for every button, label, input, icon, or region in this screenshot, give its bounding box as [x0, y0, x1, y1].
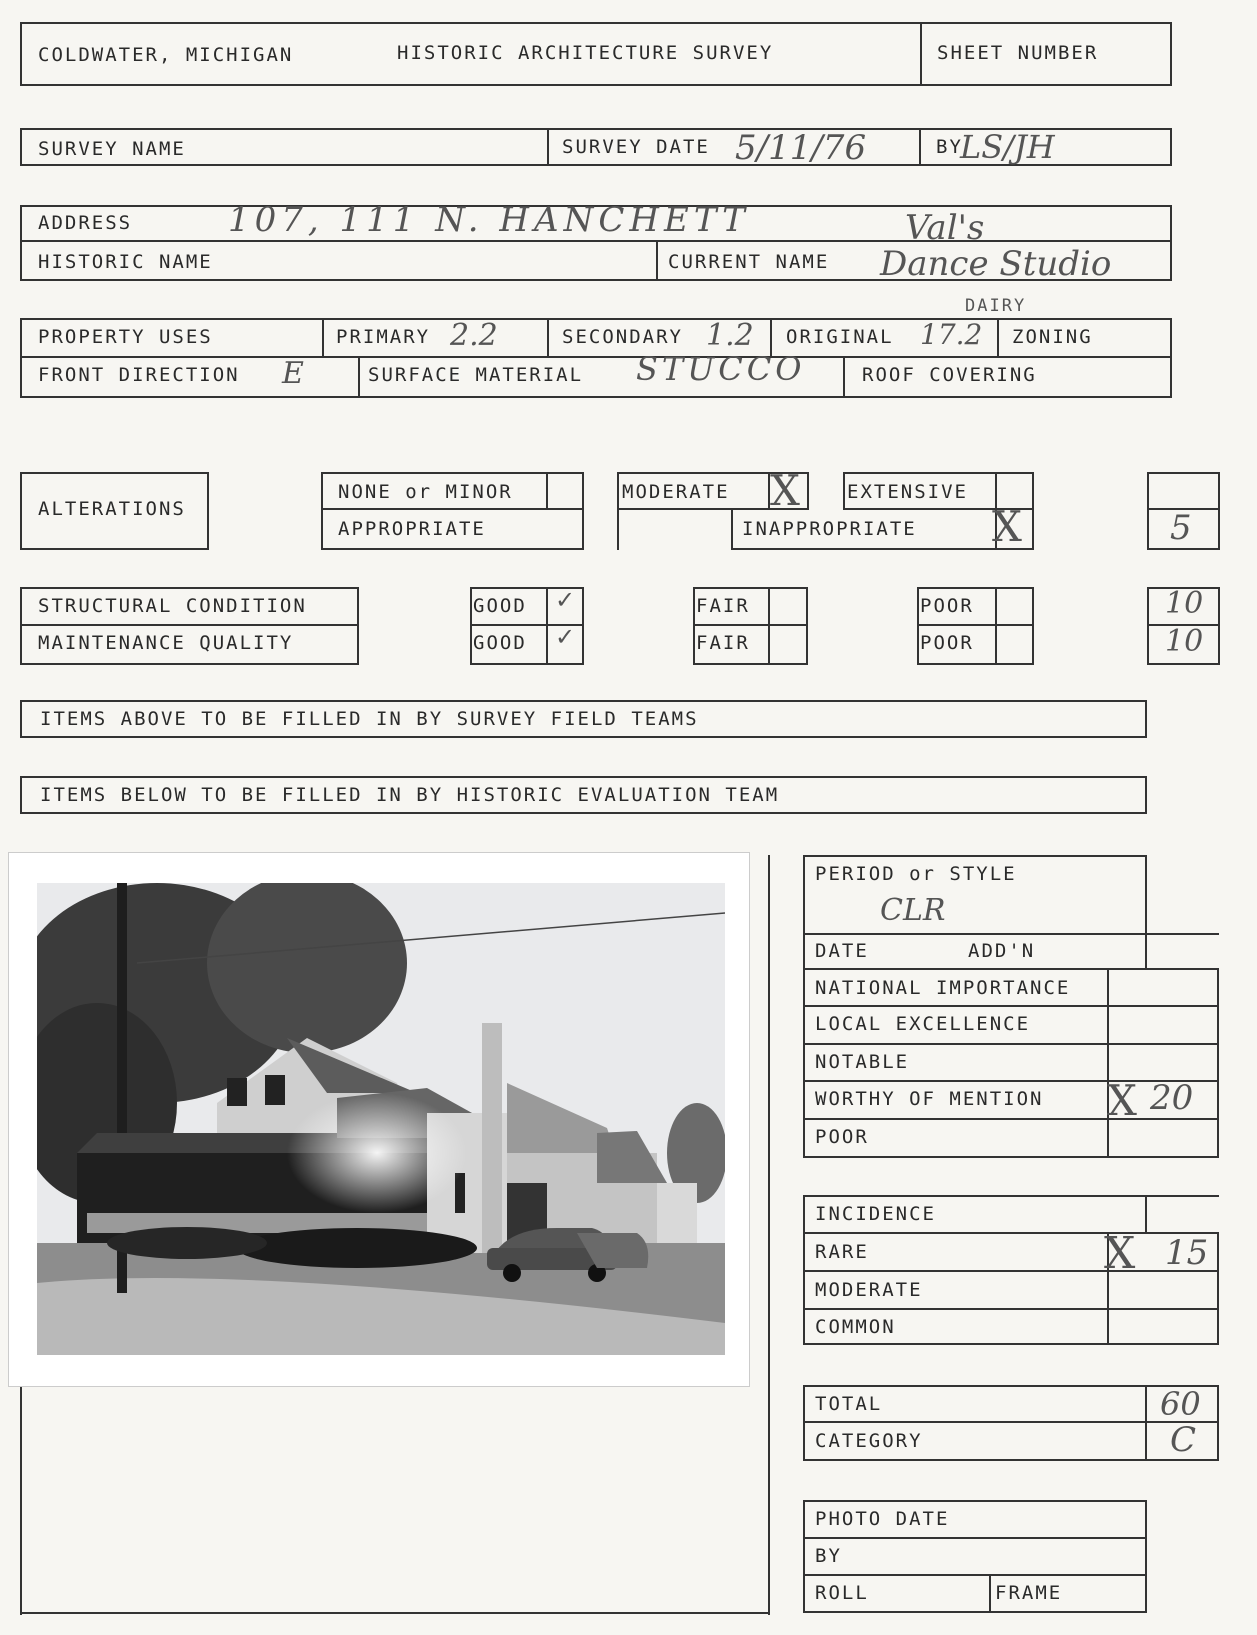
- historic-name-label: HISTORIC NAME: [38, 251, 213, 273]
- property-uses-label: PROPERTY USES: [38, 326, 213, 348]
- worthy-score: 20: [1150, 1078, 1194, 1118]
- national-importance-label: NATIONAL IMPORTANCE: [815, 977, 1071, 999]
- sheet-number-label: SHEET NUMBER: [937, 42, 1099, 64]
- category-label: CATEGORY: [815, 1430, 923, 1452]
- address-value: 107, 111 N. HANCHETT: [228, 200, 750, 240]
- total-value: 60: [1160, 1385, 1201, 1423]
- local-excellence-label: LOCAL EXCELLENCE: [815, 1013, 1031, 1035]
- moderate-label: MODERATE: [622, 481, 730, 503]
- roll-label: ROLL: [815, 1582, 869, 1604]
- poor-eval-label: POOR: [815, 1126, 869, 1148]
- original-value: 17.2: [920, 318, 983, 351]
- fair-label-1: FAIR: [696, 595, 750, 617]
- alterations-score: 5: [1170, 508, 1192, 548]
- good-label-2: GOOD: [473, 632, 527, 654]
- survey-date-label: SURVEY DATE: [562, 136, 710, 158]
- frame-label: FRAME: [995, 1582, 1063, 1604]
- structural-good-mark: ✓: [555, 586, 576, 614]
- period-value: CLR: [880, 893, 946, 928]
- building-photo: [8, 852, 750, 1387]
- moderate-mark: X: [770, 466, 800, 515]
- period-label: PERIOD or STYLE: [815, 863, 1017, 885]
- poor-label-1: POOR: [920, 595, 974, 617]
- items-below-note: ITEMS BELOW TO BE FILLED IN BY HISTORIC EVALUATION TEAM: [40, 784, 780, 806]
- alterations-label: ALTERATIONS: [38, 498, 186, 520]
- primary-value: 2.2: [450, 318, 498, 353]
- addn-label: ADD'N: [968, 940, 1036, 962]
- city-label: COLDWATER, MICHIGAN: [38, 44, 294, 66]
- rare-label: RARE: [815, 1241, 869, 1263]
- surface-material-label: SURFACE MATERIAL: [368, 364, 584, 386]
- rare-mark: X: [1104, 1228, 1136, 1279]
- zoning-label: ZONING: [1012, 326, 1093, 348]
- secondary-label: SECONDARY: [562, 326, 683, 348]
- front-direction-label: FRONT DIRECTION: [38, 364, 240, 386]
- none-minor-label: NONE or MINOR: [338, 481, 513, 503]
- roof-covering-label: ROOF COVERING: [862, 364, 1037, 386]
- maintenance-score: 10: [1165, 624, 1204, 659]
- worthy-of-mention-label: WORTHY OF MENTION: [815, 1088, 1044, 1110]
- total-label: TOTAL: [815, 1393, 883, 1415]
- appropriate-label: APPROPRIATE: [338, 518, 486, 540]
- inappropriate-mark: X: [992, 502, 1022, 551]
- house-photo-image: [37, 883, 725, 1355]
- maintenance-good-mark: ✓: [555, 623, 576, 651]
- surface-material-value: STUCCO: [636, 350, 806, 388]
- current-name-label: CURRENT NAME: [668, 251, 830, 273]
- secondary-value: 1.2: [706, 318, 754, 353]
- current-name-value-2: Dance Studio: [880, 244, 1112, 284]
- original-note: DAIRY: [965, 296, 1027, 316]
- good-label-1: GOOD: [473, 595, 527, 617]
- inappropriate-label: INAPPROPRIATE: [742, 518, 917, 540]
- worthy-mark: X: [1107, 1076, 1137, 1125]
- photo-by-label: BY: [815, 1545, 842, 1567]
- address-label: ADDRESS: [38, 212, 133, 234]
- common-label: COMMON: [815, 1316, 896, 1338]
- fair-label-2: FAIR: [696, 632, 750, 654]
- structural-condition-label: STRUCTURAL CONDITION: [38, 595, 307, 617]
- moderate-incidence-label: MODERATE: [815, 1279, 923, 1301]
- rare-score: 15: [1165, 1233, 1209, 1273]
- evaluation-box: [803, 933, 1219, 1158]
- notable-label: NOTABLE: [815, 1051, 910, 1073]
- survey-name-label: SURVEY NAME: [38, 138, 186, 160]
- front-direction-value: E: [282, 356, 304, 391]
- survey-date-value: 5/11/76: [735, 128, 867, 168]
- incidence-label: INCIDENCE: [815, 1203, 936, 1225]
- photo-date-label: PHOTO DATE: [815, 1508, 950, 1530]
- extensive-label: EXTENSIVE: [847, 481, 968, 503]
- date-label: DATE: [815, 940, 869, 962]
- maintenance-quality-label: MAINTENANCE QUALITY: [38, 632, 294, 654]
- by-label: BY: [936, 136, 963, 158]
- poor-label-2: POOR: [920, 632, 974, 654]
- structural-score: 10: [1165, 586, 1204, 621]
- survey-title: HISTORIC ARCHITECTURE SURVEY: [397, 42, 774, 64]
- current-name-value-1: Val's: [905, 208, 985, 248]
- items-above-note: ITEMS ABOVE TO BE FILLED IN BY SURVEY FIELD TEAMS: [40, 708, 699, 730]
- primary-label: PRIMARY: [336, 326, 431, 348]
- category-value: C: [1170, 1420, 1197, 1460]
- by-value: LS/JH: [960, 128, 1055, 166]
- original-label: ORIGINAL: [786, 326, 894, 348]
